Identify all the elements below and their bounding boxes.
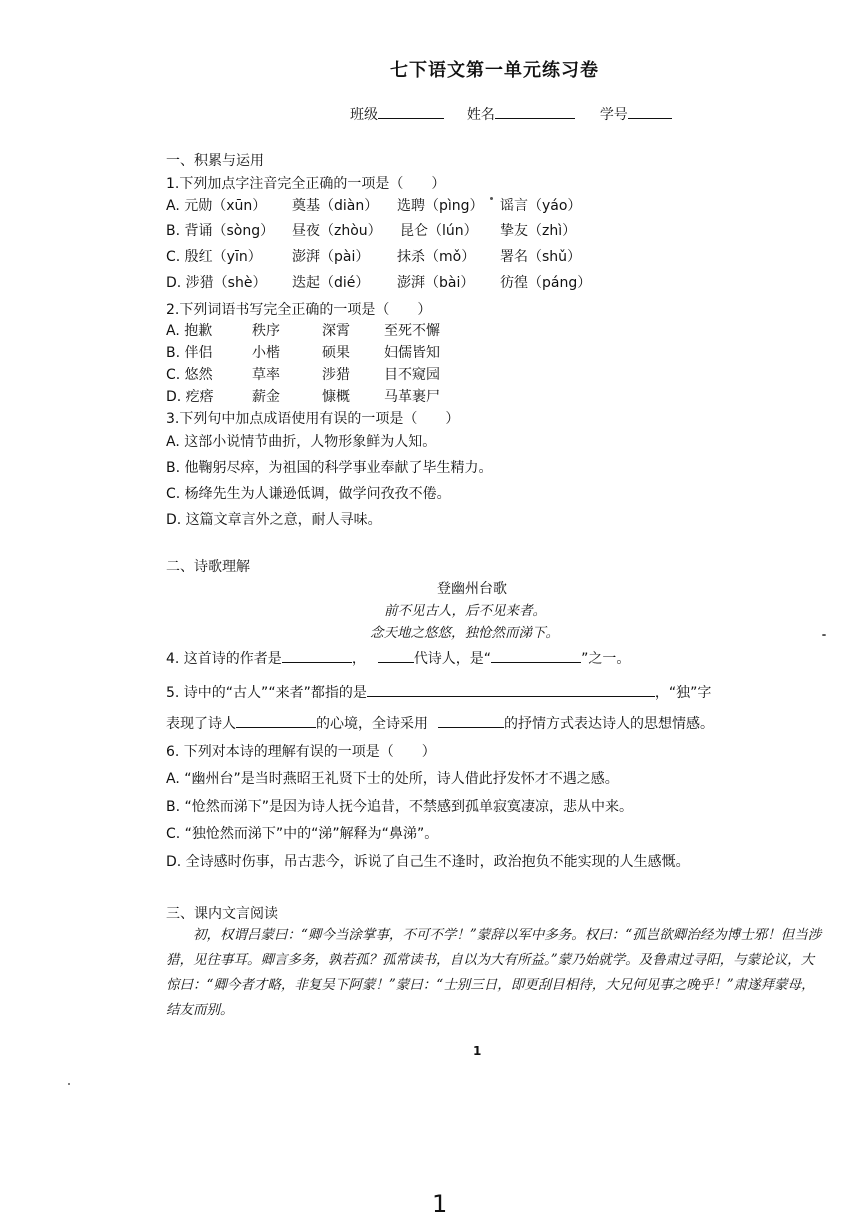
q1-option-c-2: 澎湃（pài） (292, 249, 370, 265)
scan-speck (68, 1083, 70, 1085)
q2-option-d-4: 马革裹尸 (384, 389, 440, 405)
class-blank[interactable] (378, 106, 444, 119)
class-label: 班级 (350, 107, 378, 123)
q1-option-d-4: 彷徨（páng） (500, 275, 592, 291)
poem-line-1: 前不见古人，后不见来者。 (384, 603, 546, 619)
q2-option-a-4: 至死不懈 (384, 323, 440, 339)
q4-text-4: ”之一。 (581, 651, 631, 667)
question-5-line-2 (166, 713, 714, 733)
q1-option-a-4: 谣言（yáo） (500, 198, 582, 214)
q2-option-b-1: B. 伴侣 (166, 345, 213, 361)
q4-text-3: 代诗人，是“ (413, 651, 492, 667)
q5-method-blank[interactable] (438, 715, 504, 728)
scan-speck (490, 197, 493, 200)
q2-option-d-2: 薪金 (252, 389, 280, 405)
q6-option-d: D. 全诗感时伤事，吊古悲今，诉说了自己生不逢时，政治抱负不能实现的人生感慨。 (166, 854, 690, 870)
q1-option-c-4: 署名（shǔ） (500, 249, 582, 265)
q1-option-a-3: 选聘（pìng） (397, 198, 484, 214)
q4-text-1: 4. 这首诗的作者是 (166, 651, 282, 667)
q3-option-a: A. 这部小说情节曲折，人物形象鲜为人知。 (166, 434, 437, 450)
q2-option-a-1: A. 抱歉 (166, 323, 213, 339)
q2-option-c-3: 涉猎 (322, 367, 350, 383)
section-heading: 三、课内文言阅读 (166, 906, 278, 922)
q5-mood-blank[interactable] (236, 715, 316, 728)
question-4 (166, 648, 630, 668)
page-title: 七下语文第一单元练习卷 (390, 60, 599, 81)
scan-speck (822, 634, 826, 636)
q1-option-c-3: 抹杀（mǒ） (397, 249, 476, 265)
q2-option-b-2: 小楷 (252, 345, 280, 361)
q1-option-b-4: 挚友（zhì） (500, 223, 577, 239)
q4-text-2: ， (351, 651, 366, 667)
page-number-large: 1 (432, 1190, 448, 1218)
q2-option-b-3: 硕果 (322, 345, 350, 361)
poem-line-2: 念天地之悠悠，独怆然而涕下。 (370, 625, 559, 641)
q4-author-blank[interactable] (282, 650, 352, 663)
q4-group-blank[interactable] (491, 650, 581, 663)
q2-option-a-2: 秩序 (252, 323, 280, 339)
name-label: 姓名 (466, 107, 495, 123)
q5-text-3: 表现了诗人 (166, 716, 236, 732)
question-5-line-1 (166, 682, 711, 702)
name-blank[interactable] (495, 106, 575, 119)
q1-option-b-1: B. 背诵（sòng） (166, 223, 275, 239)
q3-option-b: B. 他鞠躬尽瘁，为祖国的科学事业奉献了毕生精力。 (166, 460, 493, 476)
q1-option-d-3: 澎湃（bài） (397, 275, 475, 291)
question-stem: 1.下列加点字注音完全正确的一项是（ ） (166, 176, 446, 192)
q5-refers-blank[interactable] (367, 684, 655, 697)
section-heading: 一、积累与运用 (166, 153, 264, 169)
q5-text-1: 5. 诗中的“古人”“来者”都指的是 (166, 685, 367, 701)
q5-text-5: 的抒情方式表达诗人的思想情感。 (504, 716, 714, 732)
q2-option-d-1: D. 疙瘩 (166, 389, 214, 405)
q6-option-c: C. “独怆然而涕下”中的“涕”解释为“鼻涕”。 (166, 826, 439, 842)
q2-option-b-4: 妇儒皆知 (384, 345, 440, 361)
question-stem: 6. 下列对本诗的理解有误的一项是（ ） (166, 744, 436, 760)
section-heading: 二、诗歌理解 (166, 559, 250, 575)
q5-text-4: 的心境，全诗采用 (316, 716, 428, 732)
q2-option-c-2: 草率 (252, 367, 280, 383)
q1-option-c-1: C. 殷红（yīn） (166, 249, 262, 265)
poem-title: 登幽州台歌 (437, 581, 507, 597)
q4-dynasty-blank[interactable] (378, 650, 414, 663)
q6-option-b: B. “怆然而涕下”是因为诗人抚今追昔，不禁感到孤单寂寞凄凉，悲从中来。 (166, 799, 634, 815)
id-label: 学号 (599, 107, 628, 123)
q2-option-d-3: 慷概 (322, 389, 350, 405)
page-number-small: 1 (473, 1044, 482, 1058)
q2-option-a-3: 深霄 (322, 323, 350, 339)
q1-option-b-3: 昆仑（lún） (400, 223, 478, 239)
q1-option-d-1: D. 涉猎（shè） (166, 275, 267, 291)
q3-option-d: D. 这篇文章言外之意，耐人寻味。 (166, 512, 382, 528)
classical-passage: 初，权谓吕蒙曰：“卿今当涂掌事，不可不学！”蒙辞以军中多务。权曰：“孤岂欲卿治经为博士邪！但当涉猎，见往事耳。卿言多务，孰若孤？孤常读书，自以为大有所益。”蒙乃始就学。及鲁肃过寻阳，与蒙论议，大惊曰：“卿今者才略，非复吴下阿蒙！”蒙曰：“士别三日，即更刮目相待，大兄何见事之晚乎！”肃遂拜蒙母，结友而别。 (166, 927, 822, 1018)
q1-option-b-2: 昼夜（zhòu） (292, 223, 382, 239)
q3-option-c: C. 杨绛先生为人谦逊低调，做学问孜孜不倦。 (166, 486, 451, 502)
question-stem: 2.下列词语书写完全正确的一项是（ ） (166, 302, 432, 318)
q2-option-c-4: 目不窥园 (384, 367, 440, 383)
student-info-line (350, 104, 672, 124)
q5-text-2: ，“独”字 (654, 685, 712, 701)
q2-option-c-1: C. 悠然 (166, 367, 213, 383)
question-stem: 3.下列句中加点成语使用有误的一项是（ ） (166, 411, 460, 427)
q1-option-a-1: A. 元勋（xūn） (166, 198, 267, 214)
q6-option-a: A. “幽州台”是当时燕昭王礼贤下士的处所，诗人借此抒发怀才不遇之感。 (166, 771, 619, 787)
q1-option-d-2: 迭起（dié） (292, 275, 370, 291)
q1-option-a-2: 奠基（diàn） (292, 198, 379, 214)
id-blank[interactable] (628, 106, 672, 119)
